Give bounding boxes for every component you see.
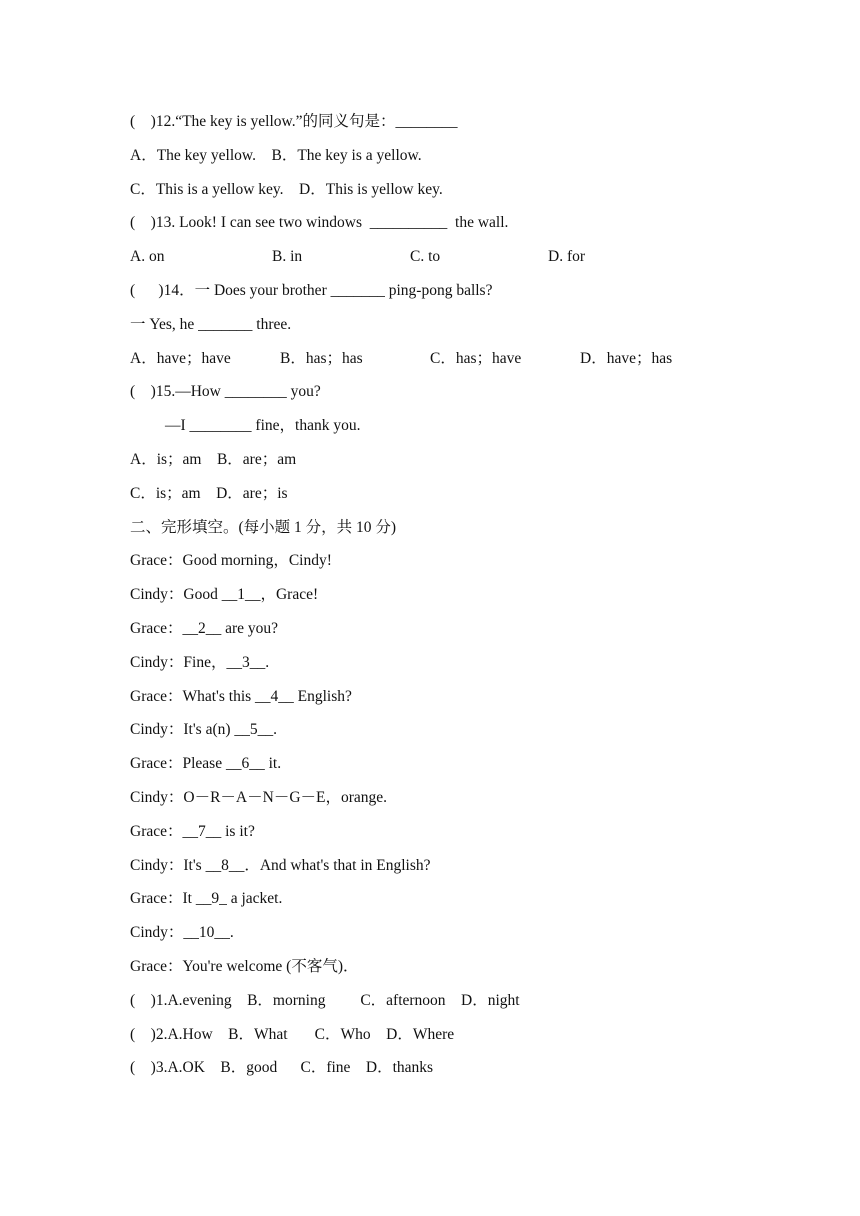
q13-option-a: A. on [130, 248, 165, 266]
dialogue-line: Cindy：It's __8__．And what's that in English? [130, 856, 431, 874]
q14-option-b: B．has；has [280, 349, 363, 367]
q12-options-cd: C．This is a yellow key. D．This is yellow key. [130, 180, 443, 198]
q13-options [130, 246, 790, 280]
cloze-q2: ( )2.A.How B．What C．Who D．Where [130, 1025, 455, 1043]
q15-options-cd: C．is；am D．are；is [130, 484, 288, 502]
dialogue-line: Grace：Good morning，Cindy! [130, 552, 332, 570]
q15-options-ab: A．is；am B．are；am [130, 450, 297, 468]
cloze-q3: ( )3.A.OK B．good C．fine D．thanks [130, 1059, 434, 1077]
dialogue-line: Cindy：It's a(n) __5__. [130, 721, 278, 739]
dialogue-line: Cindy：Good __1__，Grace! [130, 586, 319, 604]
dialogue-line: Grace：What's this __4__ English? [130, 687, 352, 705]
q13-option-c: C. to [410, 248, 441, 266]
q14-answer-line: 一 Yes, he _______ three. [130, 315, 292, 333]
section-heading-cloze: 二、完形填空。(每小题 1 分，共 10 分) [130, 518, 397, 536]
document-page [130, 111, 790, 1091]
q15-stem: ( )15.—How ________ you? [130, 383, 321, 401]
dialogue-line: Grace：Please __6__ it. [130, 755, 282, 773]
dialogue-line: Cindy：Fine，__3__. [130, 653, 270, 671]
dialogue-line: Grace：You're welcome (不客气)． [130, 957, 359, 975]
q13-option-b: B. in [272, 248, 303, 266]
q14-stem: ( )14．一 Does your brother _______ ping-pong balls? [130, 281, 493, 299]
dialogue-line: Cindy：__10__. [130, 924, 234, 942]
q14-option-d: D．have；has [580, 349, 673, 367]
q12-options-ab: A．The key yellow. B．The key is a yellow. [130, 146, 422, 164]
dialogue-line: Cindy：O－R－A－N－G－E，orange. [130, 788, 388, 806]
q14-option-a: A．have；have [130, 349, 231, 367]
q15-answer-line: —I ________ fine，thank you. [165, 417, 361, 435]
dialogue-line: Grace：__2__ are you? [130, 619, 279, 637]
dialogue-line: Grace：__7__ is it? [130, 822, 255, 840]
q14-options [130, 348, 790, 382]
q13-option-d: D. for [548, 248, 586, 266]
q13-stem: ( )13. Look! I can see two windows __________ the wall. [130, 214, 509, 232]
cloze-q1: ( )1.A.evening B．morning C．afternoon D．night [130, 991, 520, 1009]
q12-stem: ( )12.“The key is yellow.”的同义句是：________ [130, 113, 458, 130]
dialogue-line: Grace：It __9_ a jacket. [130, 890, 283, 908]
q14-option-c: C．has；have [430, 349, 522, 367]
